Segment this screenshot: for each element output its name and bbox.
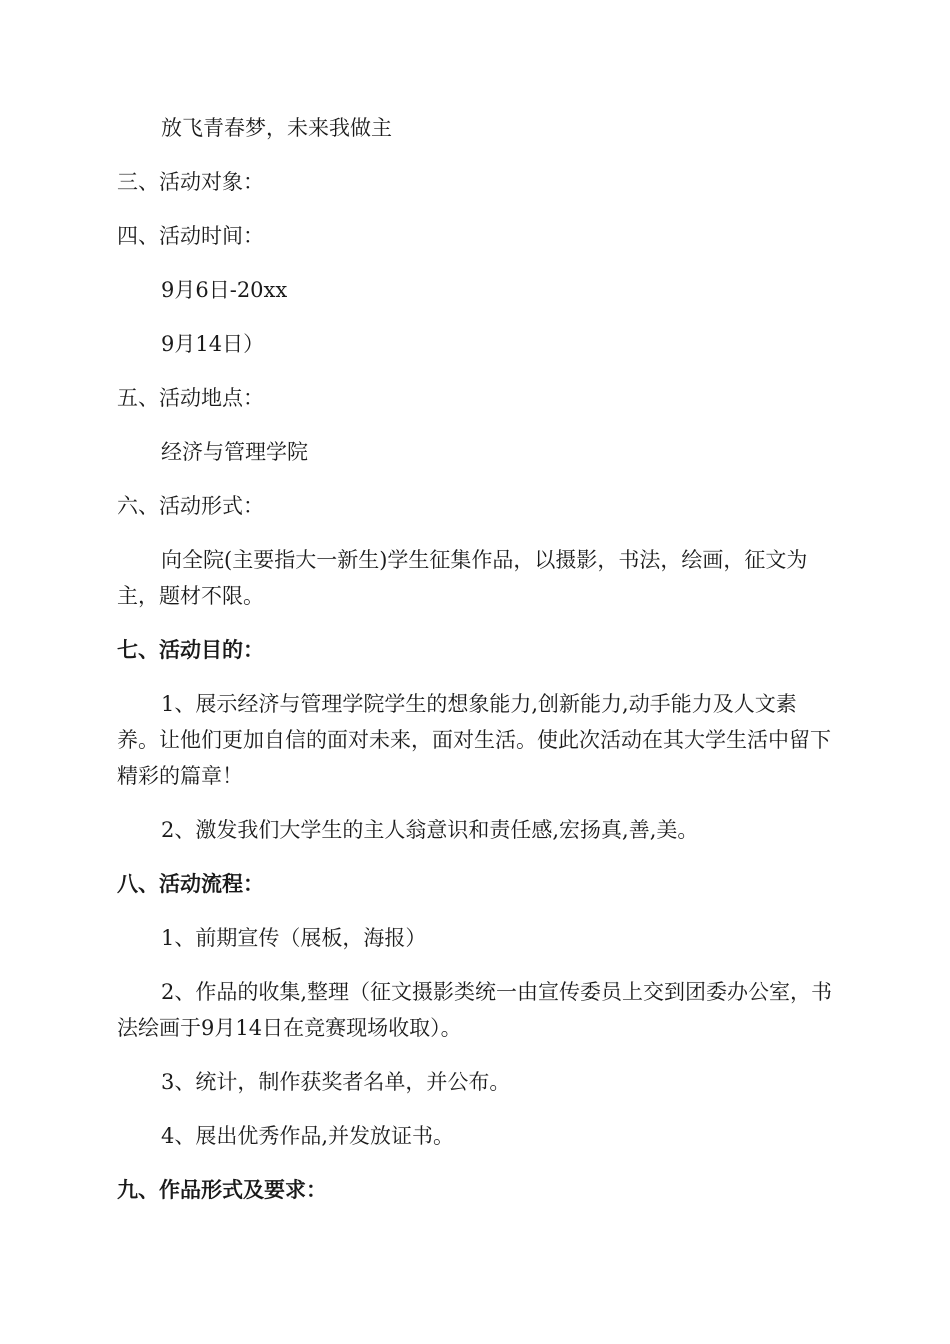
activity-time-end: 9月14日） <box>161 332 265 356</box>
section-heading-activity-purpose: 七、活动目的： <box>117 637 264 662</box>
section-heading-activity-target: 三、活动对象： <box>117 170 264 194</box>
process-item-3: 3、统计，制作获奖者名单，并公布。 <box>161 1070 511 1094</box>
activity-time-start: 9月6日-20xx <box>161 278 288 302</box>
activity-form-description: 向全院(主要指大一新生)学生征集作品，以摄影，书法，绘画，征文为主，题材不限。 <box>117 548 808 608</box>
purpose-item-1: 1、展示经济与管理学院学生的想象能力,创新能力,动手能力及人文素养。让他们更加自信的面对未来，面对生活。使此次活动在其大学生活中留下精彩的篇章！ <box>117 692 831 788</box>
section-heading-activity-time: 四、活动时间： <box>117 224 264 248</box>
section-heading-activity-form: 六、活动形式： <box>117 494 264 518</box>
section-heading-activity-location: 五、活动地点： <box>117 386 264 410</box>
activity-location: 经济与管理学院 <box>161 440 308 464</box>
slogan-line: 放飞青春梦，未来我做主 <box>161 116 392 140</box>
section-heading-activity-process: 八、活动流程： <box>117 871 264 896</box>
process-item-4: 4、展出优秀作品,并发放证书。 <box>161 1124 455 1148</box>
process-item-2: 2、作品的收集,整理（征文摄影类统一由宣传委员上交到团委办公室，书法绘画于9月14日在竞赛现场收取）。 <box>117 980 833 1040</box>
document-body <box>117 110 833 1226</box>
process-item-1: 1、前期宣传（展板，海报） <box>161 926 427 950</box>
section-heading-work-requirements: 九、作品形式及要求： <box>117 1177 327 1202</box>
purpose-item-2: 2、激发我们大学生的主人翁意识和责任感,宏扬真,善,美。 <box>161 818 699 842</box>
